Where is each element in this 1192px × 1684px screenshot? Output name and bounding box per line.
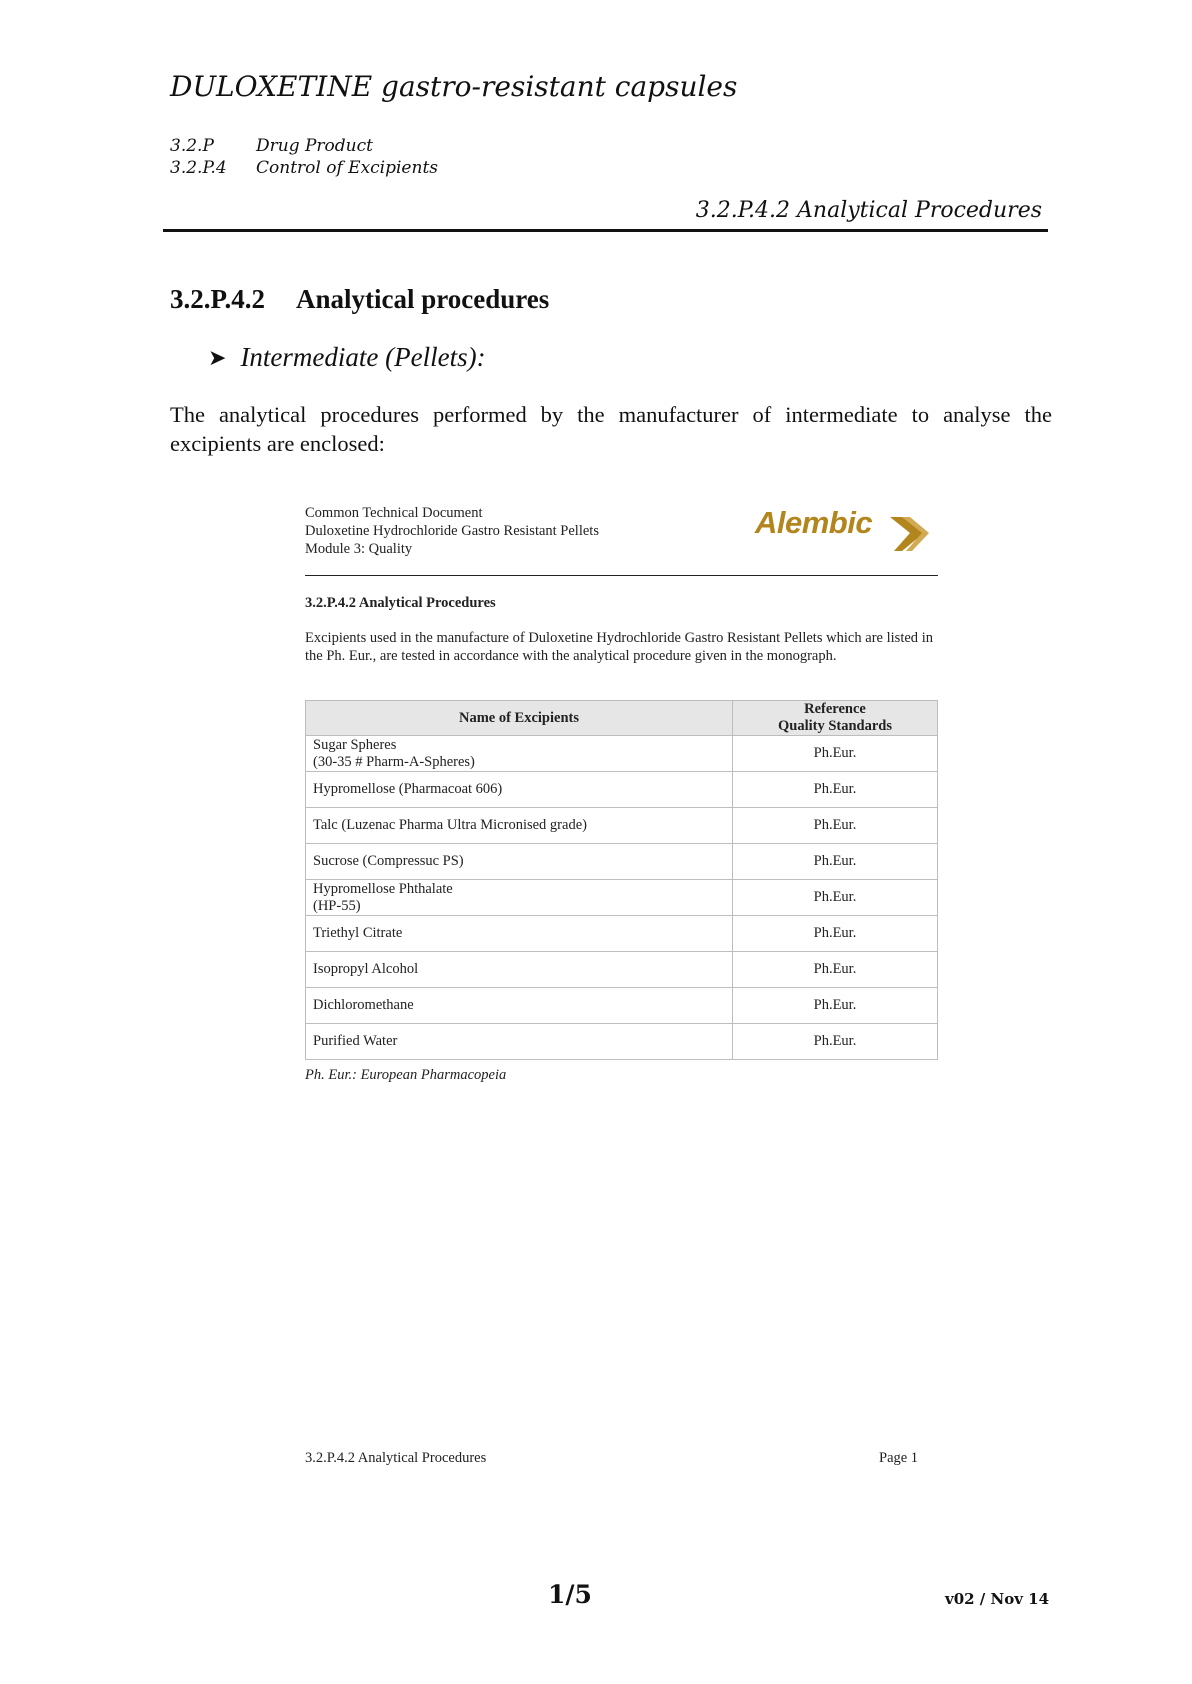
reference-standard: Ph.Eur. (733, 736, 938, 772)
running-header: 3.2.P.4.2 Analytical Procedures (695, 198, 1042, 223)
section-row-drug-product (170, 136, 373, 156)
table-row (306, 988, 938, 1024)
section-row-control-of-excipients (170, 158, 438, 178)
excipient-name: Purified Water (306, 1024, 733, 1060)
embedded-section-heading: 3.2.P.4.2 Analytical Procedures (305, 595, 496, 611)
heading-number: 3.2.P.4.2 (170, 284, 266, 314)
reference-standard: Ph.Eur. (733, 844, 938, 880)
section-heading (170, 284, 549, 315)
table-row (306, 844, 938, 880)
excipient-name-line: Hypromellose Phthalate (313, 880, 453, 897)
embedded-header-line: Common Technical Document (305, 505, 483, 521)
header-divider (163, 229, 1048, 232)
table-row (306, 736, 938, 772)
excipient-name: Sucrose (Compressuc PS) (306, 844, 733, 880)
logo-chevron-icon (888, 513, 930, 553)
table-row (306, 772, 938, 808)
table-footnote: Ph. Eur.: European Pharmacopeia (305, 1067, 507, 1083)
excipient-name-line: Sugar Spheres (313, 736, 397, 753)
bullet-text: Intermediate (Pellets): (240, 342, 486, 372)
document-title: DULOXETINE gastro-resistant capsules (170, 70, 738, 103)
table-row (306, 916, 938, 952)
reference-standard: Ph.Eur. (733, 1024, 938, 1060)
table-row (306, 880, 938, 916)
embedded-header (305, 504, 599, 558)
section-number: 3.2.P (170, 136, 214, 156)
reference-standard: Ph.Eur. (733, 772, 938, 808)
table-row (306, 1024, 938, 1060)
section-label: Control of Excipients (256, 158, 438, 178)
heading-label: Analytical procedures (296, 284, 550, 314)
excipient-name-line: (HP-55) (313, 897, 361, 914)
version-label: v02 / Nov 14 (945, 1590, 1050, 1608)
excipients-table (305, 700, 938, 1060)
embedded-footer-title: 3.2.P.4.2 Analytical Procedures (305, 1450, 487, 1466)
table-row (306, 952, 938, 988)
excipient-name (306, 880, 733, 916)
column-header-name: Name of Excipients (306, 701, 733, 736)
embedded-page-number: Page 1 (879, 1450, 919, 1466)
embedded-header-line: Duloxetine Hydrochloride Gastro Resistant Pellets (305, 523, 599, 539)
table-row (306, 808, 938, 844)
reference-standard: Ph.Eur. (733, 880, 938, 916)
reference-standard: Ph.Eur. (733, 988, 938, 1024)
excipient-name: Hypromellose (Pharmacoat 606) (306, 772, 733, 808)
embedded-header-line: Module 3: Quality (305, 541, 413, 557)
column-header-reference (733, 701, 938, 736)
embedded-divider (305, 575, 938, 576)
excipient-name: Triethyl Citrate (306, 916, 733, 952)
embedded-paragraph: Excipients used in the manufacture of Duloxetine Hydrochloride Gastro Resistant Pellets which are listed in the Ph. Eur., are tested in accordance with the analytical procedure given in the monograph. (305, 630, 933, 664)
section-number: 3.2.P.4 (170, 158, 227, 178)
reference-standard: Ph.Eur. (733, 952, 938, 988)
excipient-name (306, 736, 733, 772)
page-number: 1/5 (548, 1580, 592, 1609)
excipient-name: Dichloromethane (306, 988, 733, 1024)
reference-standard: Ph.Eur. (733, 916, 938, 952)
intro-paragraph: The analytical procedures performed by the manufacturer of intermediate to analyse the excipients are enclosed: (170, 402, 1052, 456)
arrow-bullet-icon: ➤ (208, 344, 227, 370)
alembic-logo: Alembic (755, 505, 873, 540)
column-header-line: Quality Standards (777, 718, 893, 734)
excipient-name: Talc (Luzenac Pharma Ultra Micronised grade) (306, 808, 733, 844)
column-header-line: Reference (804, 701, 866, 717)
table-header-row (306, 701, 938, 736)
excipient-name: Isopropyl Alcohol (306, 952, 733, 988)
section-label: Drug Product (256, 136, 373, 156)
reference-standard: Ph.Eur. (733, 808, 938, 844)
bullet-intermediate (208, 342, 486, 373)
excipient-name-line: (30-35 # Pharm-A-Spheres) (313, 753, 475, 770)
